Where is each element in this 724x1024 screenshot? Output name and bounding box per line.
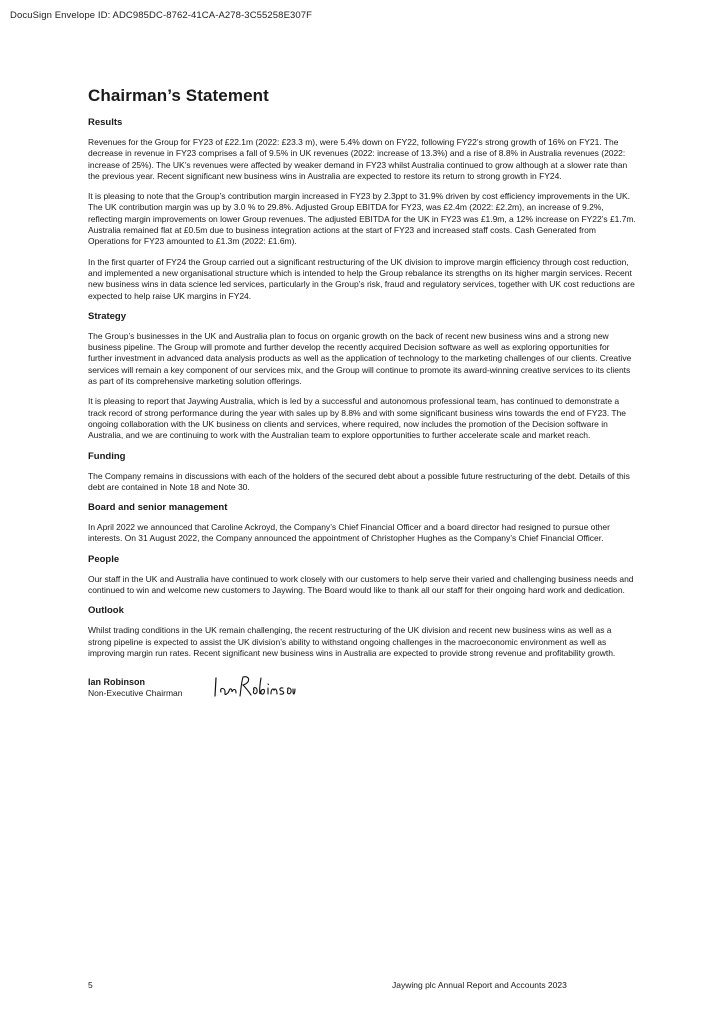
section-board bbox=[88, 502, 636, 545]
section-funding bbox=[88, 451, 636, 494]
docusign-envelope-id: DocuSign Envelope ID: ADC985DC-8762-41CA-A278-3C55258E307F bbox=[10, 10, 313, 21]
section-heading-people: People bbox=[88, 553, 120, 565]
section-heading-outlook: Outlook bbox=[88, 605, 124, 617]
board-paragraph-1: In April 2022 we announced that Caroline Ackroyd, the Company’s Chief Financial Officer and a board director had resigned to pursue other interests. On 31 August 2022, the Company announced the appointment of Christopher Hughes as the Company’s Chief Financial Officer. bbox=[88, 522, 610, 544]
signatory-role: Non-Executive Chairman bbox=[88, 688, 183, 699]
section-strategy bbox=[88, 311, 636, 442]
section-people bbox=[88, 554, 636, 597]
outlook-paragraph-1: Whilst trading conditions in the UK remain challenging, the recent restructuring of the UK division and recent new business wins as well as a strong pipeline is expected to assist the UK division’s ability to withstand ongoing challenges in the macroeconomic environment as well as improving margin run rates. Recent significant new business wins in Australia are expected to provide strong revenue and profitability growth. bbox=[88, 625, 616, 658]
section-heading-funding: Funding bbox=[88, 450, 126, 462]
results-paragraph-1: Revenues for the Group for FY23 of £22.1m (2022: £23.3 m), were 5.4% down on FY22, following FY22’s strong growth of 16% on FY21. The decrease in revenue in FY23 comprises a fall of 9.5% in UK revenues (2022: increase of 13.3%) and a rise of 8.8% in Australia revenues (2022: increase of 25%). The UK’s revenues were affected by weaker demand in FY23 whilst Australia continued to grow although at a slower rate than the previous year. Recent significant new business wins in Australia are expected to restore its return to strong growth in FY24. bbox=[88, 137, 628, 181]
page-number: 5 bbox=[88, 980, 93, 990]
section-outlook bbox=[88, 605, 636, 659]
section-heading-strategy: Strategy bbox=[88, 310, 127, 322]
section-results bbox=[88, 117, 636, 302]
signatory-name: Ian Robinson bbox=[88, 677, 145, 688]
section-heading-results: Results bbox=[88, 117, 123, 128]
results-paragraph-2: It is pleasing to note that the Group’s contribution margin increased in FY23 by 2.3ppt to 31.9% driven by cost efficiency improvements in the UK. The UK contribution margin was up by 3.0 % to 29.8%. Adjusted Group EBITDA for FY23, was £2.4m (2022: £2.2m), an increase of 9.2%, reflecting margin improvements on lower Group revenues. The adjusted EBITDA for the UK in FY23 was £1.9m, a 12% increase on FY22’s £1.7m. Australia remained flat at £0.5m due to business integration actions at the start of FY23 and increased staff costs. Cash Generated from Operations for FY23 amounted to £1.3m (2022: £1.6m). bbox=[88, 191, 636, 247]
handwritten-signature bbox=[212, 672, 296, 702]
signature-block bbox=[88, 677, 636, 709]
section-heading-board: Board and senior management bbox=[88, 502, 228, 514]
people-paragraph-1: Our staff in the UK and Australia have continued to work closely with our customers to help serve their varied and challenging business needs and continued to win and welcome new customers to Jaywing. The Board would like to thank all our staff for their ongoing hard work and dedication. bbox=[88, 573, 634, 596]
strategy-paragraph-1: The Group’s businesses in the UK and Australia plan to focus on organic growth on the back of recent new business wins and a strong new business pipeline. The Group will promote and further develop the recently acquired Decision software as well as exploring opportunities for further investment in advanced data analysis products as well as the application of technology to the marketing challenges of our clients. Creative services will remain a key component of our services mix, and the Group will continue to promote its award-winning creative services to its clients as part of its comprehensive marketing solution offerings. bbox=[88, 330, 632, 387]
signature-image bbox=[212, 672, 296, 702]
document-body bbox=[88, 86, 636, 709]
results-paragraph-3: In the first quarter of FY24 the Group carried out a significant restructuring of the UK division to improve margin efficiency through cost reduction, and implemented a new organisational structure which is intended to help the Group rebalance its strengths on its higher margin services. Recent new business wins in data science led services, particularly in the Group’s risk, fraud and regulatory services, together with UK cost reductions are expected to help raise UK margins in FY24. bbox=[88, 256, 635, 301]
funding-paragraph-1: The Company remains in discussions with each of the holders of the secured debt about a possible future restructuring of the debt. Details of this debt are contained in Note 18 and Note 30. bbox=[88, 470, 630, 492]
page-title: Chairman’s Statement bbox=[88, 86, 269, 105]
footer-report-title: Jaywing plc Annual Report and Accounts 2023 bbox=[392, 980, 567, 990]
strategy-paragraph-2: It is pleasing to report that Jaywing Australia, which is led by a successful and autonomous professional team, has continued to demonstrate a track record of strong performance during the year with sales up by 8.8% and with some significant business wins towards the end of FY23. The ongoing collaboration with the UK business on clients and services, where required, now includes the promotion of the Decision software in Australia, and we are continuing to work with the Australian team to explore opportunities to further accelerate scale and market reach. bbox=[88, 396, 626, 441]
